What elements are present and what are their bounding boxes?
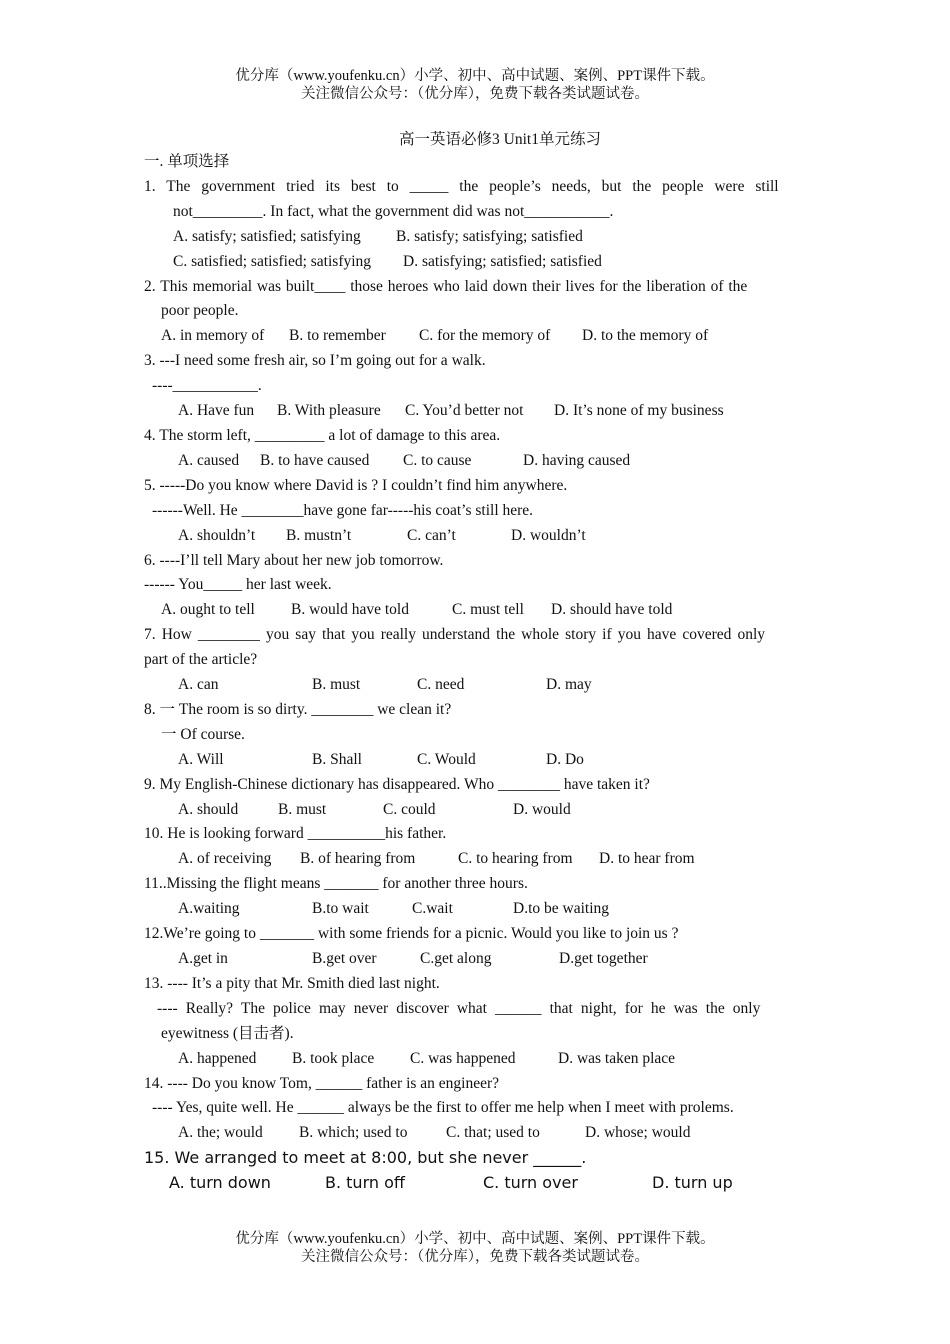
option-a: A. shouldn’t bbox=[178, 526, 256, 544]
option-c: C. to cause bbox=[403, 451, 472, 469]
question-stem: 1. The government tried its best to _____ the people’s needs, but the people were still bbox=[144, 177, 779, 195]
document-title: 高一英语必修3 Unit1单元练习 bbox=[399, 131, 601, 148]
option-a: A. caused bbox=[178, 451, 240, 469]
options-row bbox=[144, 598, 806, 623]
options-row bbox=[144, 847, 806, 872]
question-15 bbox=[144, 1146, 806, 1196]
option-b: B. would have told bbox=[291, 601, 409, 619]
question-stem: 12.We’re going to _______ with some friends for a picnic. Would you like to join us ? bbox=[144, 925, 679, 943]
option-d: D. having caused bbox=[523, 451, 631, 469]
question-4 bbox=[144, 424, 806, 474]
question-7 bbox=[144, 623, 806, 698]
question-stem-continued: ------ You_____ her last week. bbox=[144, 576, 332, 594]
option-c: C.wait bbox=[412, 900, 453, 918]
question-stem: 5. -----Do you know where David is ? I couldn’t find him anywhere. bbox=[144, 476, 568, 494]
question-stem: 14. ---- Do you know Tom, ______ father is an engineer? bbox=[144, 1074, 500, 1092]
option-d: D.get together bbox=[559, 950, 648, 967]
option-a: A. satisfy; satisfied; satisfying bbox=[173, 227, 361, 245]
option-d: D.to be waiting bbox=[513, 900, 609, 918]
options-row bbox=[144, 897, 806, 922]
option-d: D. Do bbox=[546, 750, 584, 768]
option-c: C. must tell bbox=[452, 601, 524, 619]
question-stem: 2. This memorial was built____ those heroes who laid down their lives for the liberation of the bbox=[144, 277, 748, 295]
question-stem: 15. We arranged to meet at 8:00, but she never ______. bbox=[144, 1148, 587, 1168]
option-a: A. Will bbox=[178, 750, 224, 768]
option-a: A. can bbox=[178, 676, 219, 694]
option-c: C. was happened bbox=[410, 1049, 516, 1067]
question-stem: 11..Missing the flight means _______ for another three hours. bbox=[144, 875, 528, 893]
option-b: B. With pleasure bbox=[277, 402, 381, 420]
option-a: A. Have fun bbox=[178, 402, 255, 420]
question-1 bbox=[144, 175, 806, 275]
question-stem: 8. 一 The room is so dirty. ________ we clean it? bbox=[144, 700, 452, 718]
options-row bbox=[144, 1121, 806, 1146]
options-row bbox=[144, 399, 806, 424]
option-d: D. was taken place bbox=[558, 1049, 676, 1067]
question-5 bbox=[144, 474, 806, 549]
question-stem: 13. ---- It’s a pity that Mr. Smith died last night. bbox=[144, 974, 440, 992]
option-b: B. must bbox=[312, 676, 361, 694]
question-stem: 9. My English-Chinese dictionary has disappeared. Who ________ have taken it? bbox=[144, 775, 650, 793]
question-stem-continued: ---- Yes, quite well. He ______ always be the first to offer me help when I meet with prolems. bbox=[152, 1099, 734, 1117]
option-b: B.get over bbox=[312, 950, 377, 967]
option-a: A.waiting bbox=[178, 900, 240, 918]
options-row bbox=[144, 1047, 806, 1072]
option-d: D. It’s none of my business bbox=[554, 402, 724, 420]
options-row bbox=[144, 1171, 806, 1196]
section-heading: 一. 单项选择 bbox=[144, 153, 230, 170]
question-stem: 7. How ________ you say that you really understand the whole story if you have covered only bbox=[144, 626, 766, 644]
exercise-body bbox=[144, 150, 806, 1196]
option-c: C. for the memory of bbox=[419, 327, 551, 345]
options-row bbox=[144, 673, 806, 698]
question-6 bbox=[144, 549, 806, 624]
option-d: D. to hear from bbox=[599, 850, 695, 868]
option-c: C. Would bbox=[417, 750, 476, 768]
option-b: B. took place bbox=[292, 1049, 375, 1067]
question-14 bbox=[144, 1072, 806, 1147]
question-stem: 10. He is looking forward __________his father. bbox=[144, 825, 447, 843]
options-row bbox=[144, 947, 806, 972]
option-a: A. of receiving bbox=[178, 850, 272, 868]
option-c: C. that; used to bbox=[446, 1124, 540, 1142]
question-stem-continued: poor people. bbox=[161, 302, 239, 320]
question-stem-continued: 一 Of course. bbox=[161, 725, 245, 743]
footer-line-2: 关注微信公众号：（优分库），免费下载各类试题试卷。 bbox=[301, 1249, 649, 1265]
question-stem: 6. ----I’ll tell Mary about her new job tomorrow. bbox=[144, 551, 444, 569]
option-b: B. to remember bbox=[289, 327, 386, 345]
option-b: B.to wait bbox=[312, 900, 369, 918]
options-row bbox=[144, 449, 806, 474]
option-c: C. could bbox=[383, 800, 436, 818]
option-a: A. the; would bbox=[178, 1124, 263, 1142]
option-b: B. satisfy; satisfying; satisfied bbox=[396, 227, 583, 245]
question-stem-continued: not_________. In fact, what the government did was not___________. bbox=[173, 202, 614, 220]
question-stem-continued: ------Well. He ________have gone far-----his coat’s still here. bbox=[152, 501, 534, 519]
option-c: C. satisfied; satisfied; satisfying bbox=[173, 252, 372, 270]
option-b: B. turn off bbox=[325, 1173, 405, 1193]
question-stem-continued: ---- Really? The police may never discover what ______ that night, for he was the only bbox=[157, 999, 761, 1017]
option-b: B. of hearing from bbox=[300, 850, 416, 868]
option-c: C. can’t bbox=[407, 526, 456, 544]
question-12 bbox=[144, 922, 806, 972]
question-11 bbox=[144, 872, 806, 922]
option-b: B. to have caused bbox=[260, 451, 370, 469]
option-a: A. happened bbox=[178, 1049, 257, 1067]
question-stem-continued: part of the article? bbox=[144, 651, 258, 669]
option-d: D. turn up bbox=[652, 1173, 733, 1193]
page-footer bbox=[0, 1230, 950, 1266]
option-a: A. in memory of bbox=[161, 327, 265, 345]
options-row bbox=[144, 225, 806, 250]
header-line-1: 优分库（www.youfenku.cn）小学、初中、高中试题、案例、PPT课件下载。 bbox=[235, 68, 715, 84]
options-row bbox=[144, 324, 806, 349]
option-c: C. to hearing from bbox=[458, 850, 573, 868]
option-a: A. should bbox=[178, 800, 239, 818]
options-row bbox=[144, 524, 806, 549]
options-row bbox=[144, 250, 806, 275]
options-row bbox=[144, 748, 806, 773]
option-d: D. whose; would bbox=[585, 1124, 691, 1142]
question-9 bbox=[144, 773, 806, 823]
option-b: B. Shall bbox=[312, 750, 362, 768]
option-d: D. would bbox=[513, 800, 571, 818]
option-c: C. turn over bbox=[483, 1173, 578, 1193]
option-a: A. ought to tell bbox=[161, 601, 255, 619]
option-b: B. must bbox=[278, 800, 327, 818]
option-d: D. satisfying; satisfied; satisfied bbox=[403, 252, 602, 270]
option-d: D. may bbox=[546, 676, 592, 694]
option-a: A.get in bbox=[178, 950, 228, 967]
option-d: D. to the memory of bbox=[582, 327, 709, 345]
option-d: D. wouldn’t bbox=[511, 526, 586, 544]
option-c: C. need bbox=[417, 676, 465, 694]
option-b: B. which; used to bbox=[299, 1124, 408, 1142]
question-2 bbox=[144, 275, 806, 350]
question-10 bbox=[144, 822, 806, 872]
option-c: C.get along bbox=[420, 950, 492, 967]
question-3 bbox=[144, 349, 806, 424]
option-a: A. turn down bbox=[169, 1173, 271, 1193]
option-b: B. mustn’t bbox=[286, 526, 352, 544]
question-stem: 3. ---I need some fresh air, so I’m going out for a walk. bbox=[144, 352, 486, 370]
option-c: C. You’d better not bbox=[405, 402, 524, 420]
question-stem-continued: eyewitness (目击者). bbox=[161, 1024, 294, 1042]
question-13 bbox=[144, 972, 806, 1072]
page-header bbox=[0, 67, 950, 103]
header-line-2: 关注微信公众号：（优分库），免费下载各类试题试卷。 bbox=[301, 86, 649, 102]
question-stem-continued: ----___________. bbox=[152, 377, 262, 395]
footer-line-1: 优分库（www.youfenku.cn）小学、初中、高中试题、案例、PPT课件下载。 bbox=[235, 1231, 715, 1247]
option-d: D. should have told bbox=[551, 601, 673, 619]
question-8 bbox=[144, 698, 806, 773]
question-stem: 4. The storm left, _________ a lot of damage to this area. bbox=[144, 426, 501, 444]
options-row bbox=[144, 798, 806, 823]
